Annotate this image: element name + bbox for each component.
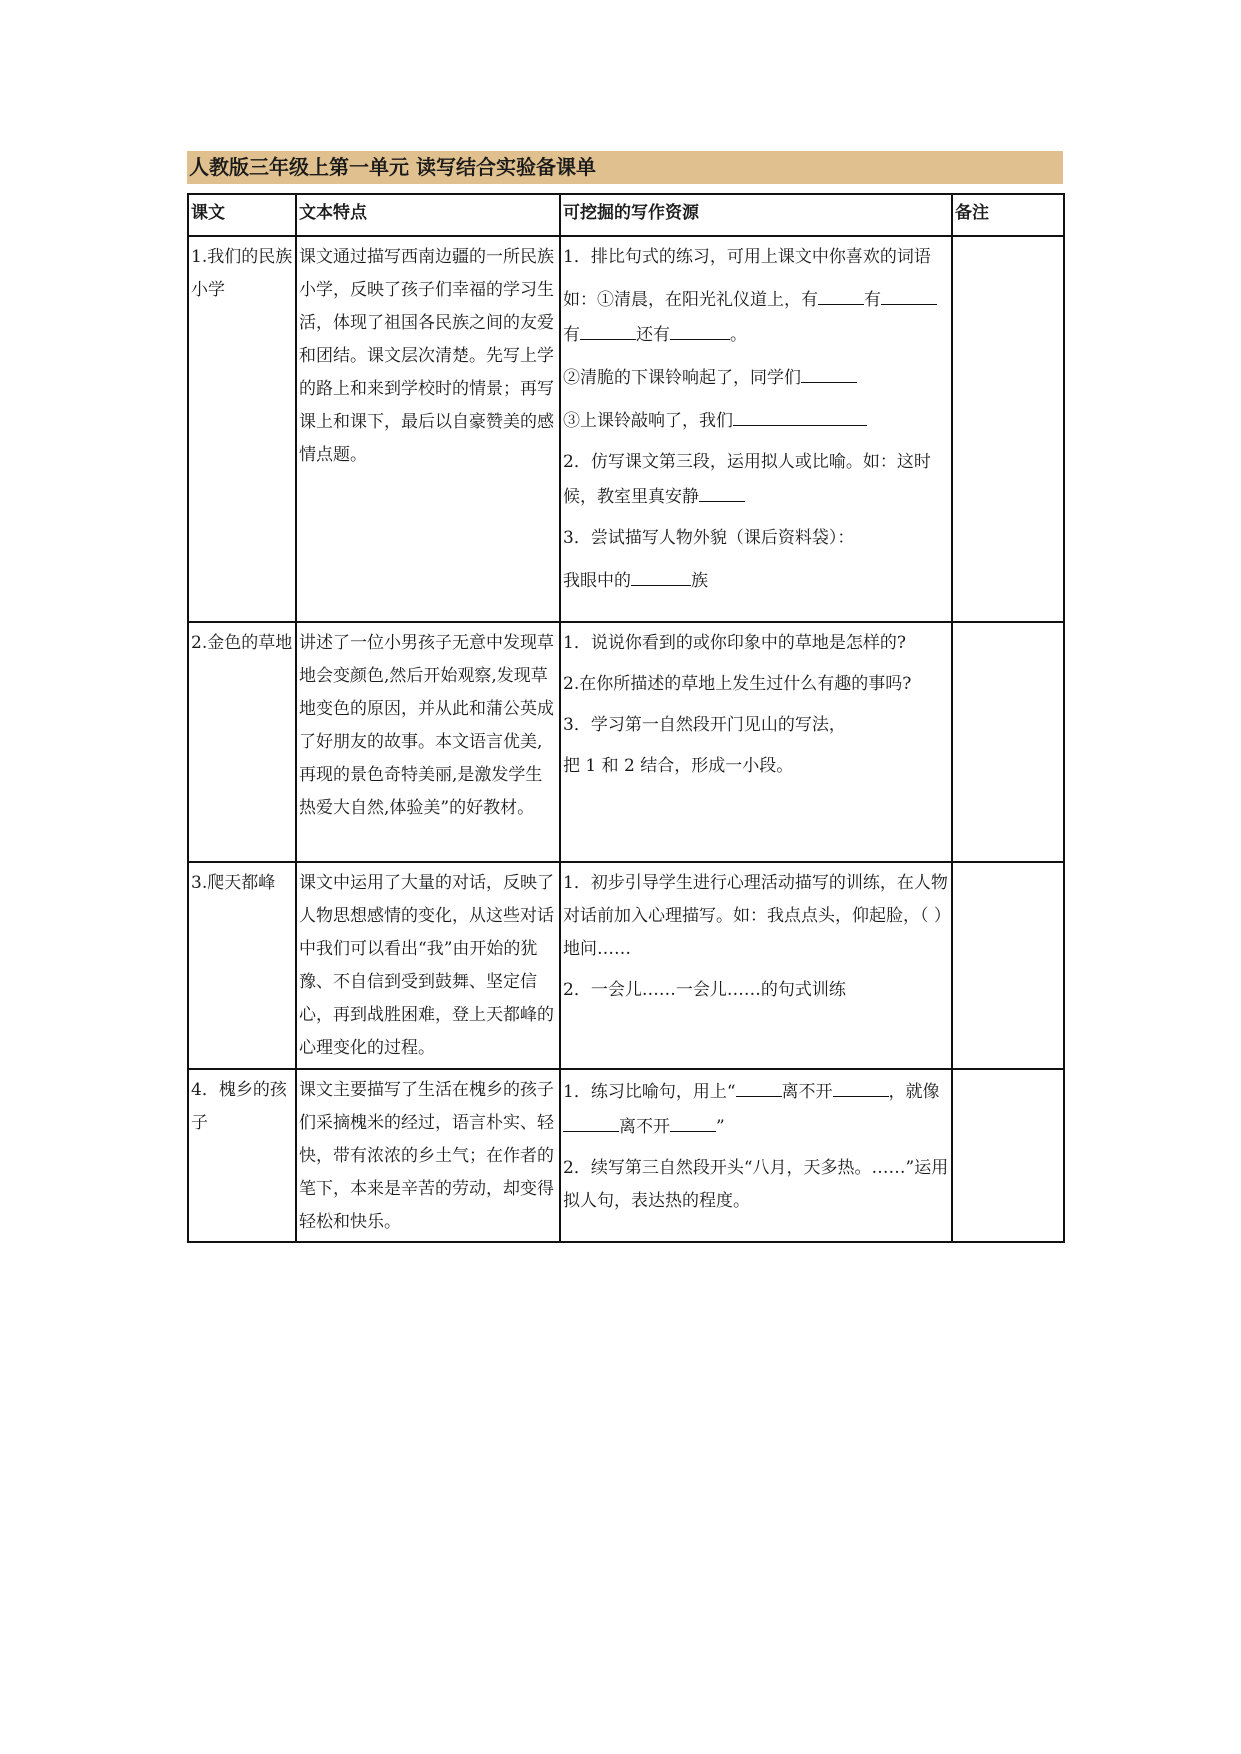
fill-blank bbox=[881, 282, 937, 305]
fill-blank bbox=[833, 1074, 889, 1097]
resource-line: 3．学习第一自然段开门见山的写法， bbox=[563, 715, 846, 735]
lesson-cell: 4．槐乡的孩子 bbox=[188, 1069, 296, 1242]
resource-line: 1．说说你看到的或你印象中的草地是怎样的? bbox=[563, 633, 906, 653]
fill-blank bbox=[563, 1109, 619, 1132]
fill-blank bbox=[733, 403, 867, 426]
resources-cell bbox=[560, 1069, 952, 1242]
lesson-cell: 1.我们的民族小学 bbox=[188, 236, 296, 622]
notes-cell bbox=[952, 236, 1064, 622]
resource-line: ③上课铃敲响了，我们 bbox=[563, 403, 950, 438]
page-title: 人教版三年级上第一单元 读写结合实验备课单 bbox=[187, 151, 1063, 184]
fill-blank bbox=[801, 360, 857, 383]
features-cell: 课文中运用了大量的对话，反映了人物思想感情的变化，从这些对话中我们可以看出“我”由开始的犹豫、不自信到受到鼓舞、坚定信心，再到战胜困难，登上天都峰的心理变化的过程。 bbox=[296, 862, 560, 1069]
header-notes: 备注 bbox=[952, 194, 1064, 236]
resource-line: 把 1 和 2 结合，形成一小段。 bbox=[563, 756, 794, 776]
resource-line: 1．初步引导学生进行心理活动描写的训练，在人物对话前加入心理描写。如：我点点头，仰起脸，（ ）地问…… bbox=[563, 873, 948, 959]
resource-line: 2．续写第三自然段开头“八月，天多热。……”运用拟人句，表达热的程度。 bbox=[563, 1158, 949, 1211]
notes-cell bbox=[952, 1069, 1064, 1242]
header-features: 文本特点 bbox=[296, 194, 560, 236]
fill-blank bbox=[736, 1074, 782, 1097]
resource-line: 3．尝试描写人物外貌（课后资料袋）： bbox=[563, 528, 855, 548]
fill-blank bbox=[670, 317, 730, 340]
table-row bbox=[188, 236, 1064, 622]
resource-line: 2．一会儿……一会儿……的句式训练 bbox=[563, 980, 846, 1000]
features-cell: 课文通过描写西南边疆的一所民族小学，反映了孩子们幸福的学习生活，体现了祖国各民族之间的友爱和团结。课文层次清楚。先写上学的路上和来到学校时的情景；再写课上和课下，最后以自豪赞美的感情点题。 bbox=[296, 236, 560, 622]
fill-blank bbox=[631, 563, 691, 586]
features-cell: 课文主要描写了生活在槐乡的孩子们采摘槐米的经过，语言朴实、轻快，带有浓浓的乡土气；在作者的笔下，本来是辛苦的劳动，却变得轻松和快乐。 bbox=[296, 1069, 560, 1242]
table-row bbox=[188, 622, 1064, 862]
features-cell: 讲述了一位小男孩子无意中发现草地会变颜色,然后开始观察,发现草地变色的原因，并从此和蒲公英成了好朋友的故事。本文语言优美,再现的景色奇特美丽,是激发学生热爱大自然,体验美”的好教材。 bbox=[296, 622, 560, 862]
header-resources: 可挖掘的写作资源 bbox=[560, 194, 952, 236]
lesson-plan-table bbox=[187, 193, 1065, 1243]
lesson-cell: 3.爬天都峰 bbox=[188, 862, 296, 1069]
resource-line: 如：①清晨，在阳光礼仪道上，有 有 bbox=[563, 282, 950, 317]
fill-blank bbox=[670, 1109, 716, 1132]
resource-line: 2．仿写课文第三段，运用拟人或比喻。如：这时候，教室里真安静 bbox=[563, 452, 931, 507]
resource-line: 我眼中的 族 bbox=[563, 563, 950, 598]
resources-cell bbox=[560, 622, 952, 862]
notes-cell bbox=[952, 622, 1064, 862]
fill-blank bbox=[699, 479, 745, 502]
notes-cell bbox=[952, 862, 1064, 1069]
resource-line: 1．练习比喻句，用上“ 离不开 ，就像离不开 ” bbox=[563, 1074, 950, 1144]
resources-cell bbox=[560, 236, 952, 622]
resource-line: ②清脆的下课铃响起了，同学们 bbox=[563, 360, 950, 395]
fill-blank bbox=[580, 317, 636, 340]
lesson-cell: 2.金色的草地 bbox=[188, 622, 296, 862]
resource-line: 1．排比句式的练习，可用上课文中你喜欢的词语 bbox=[563, 247, 931, 267]
table-row bbox=[188, 862, 1064, 1069]
resource-line: 有 还有 。 bbox=[563, 317, 950, 352]
table-header-row bbox=[188, 194, 1064, 236]
fill-blank bbox=[818, 282, 864, 305]
resources-cell bbox=[560, 862, 952, 1069]
table-row bbox=[188, 1069, 1064, 1242]
resource-line: 2.在你所描述的草地上发生过什么有趣的事吗? bbox=[563, 674, 912, 694]
header-lesson: 课文 bbox=[188, 194, 296, 236]
